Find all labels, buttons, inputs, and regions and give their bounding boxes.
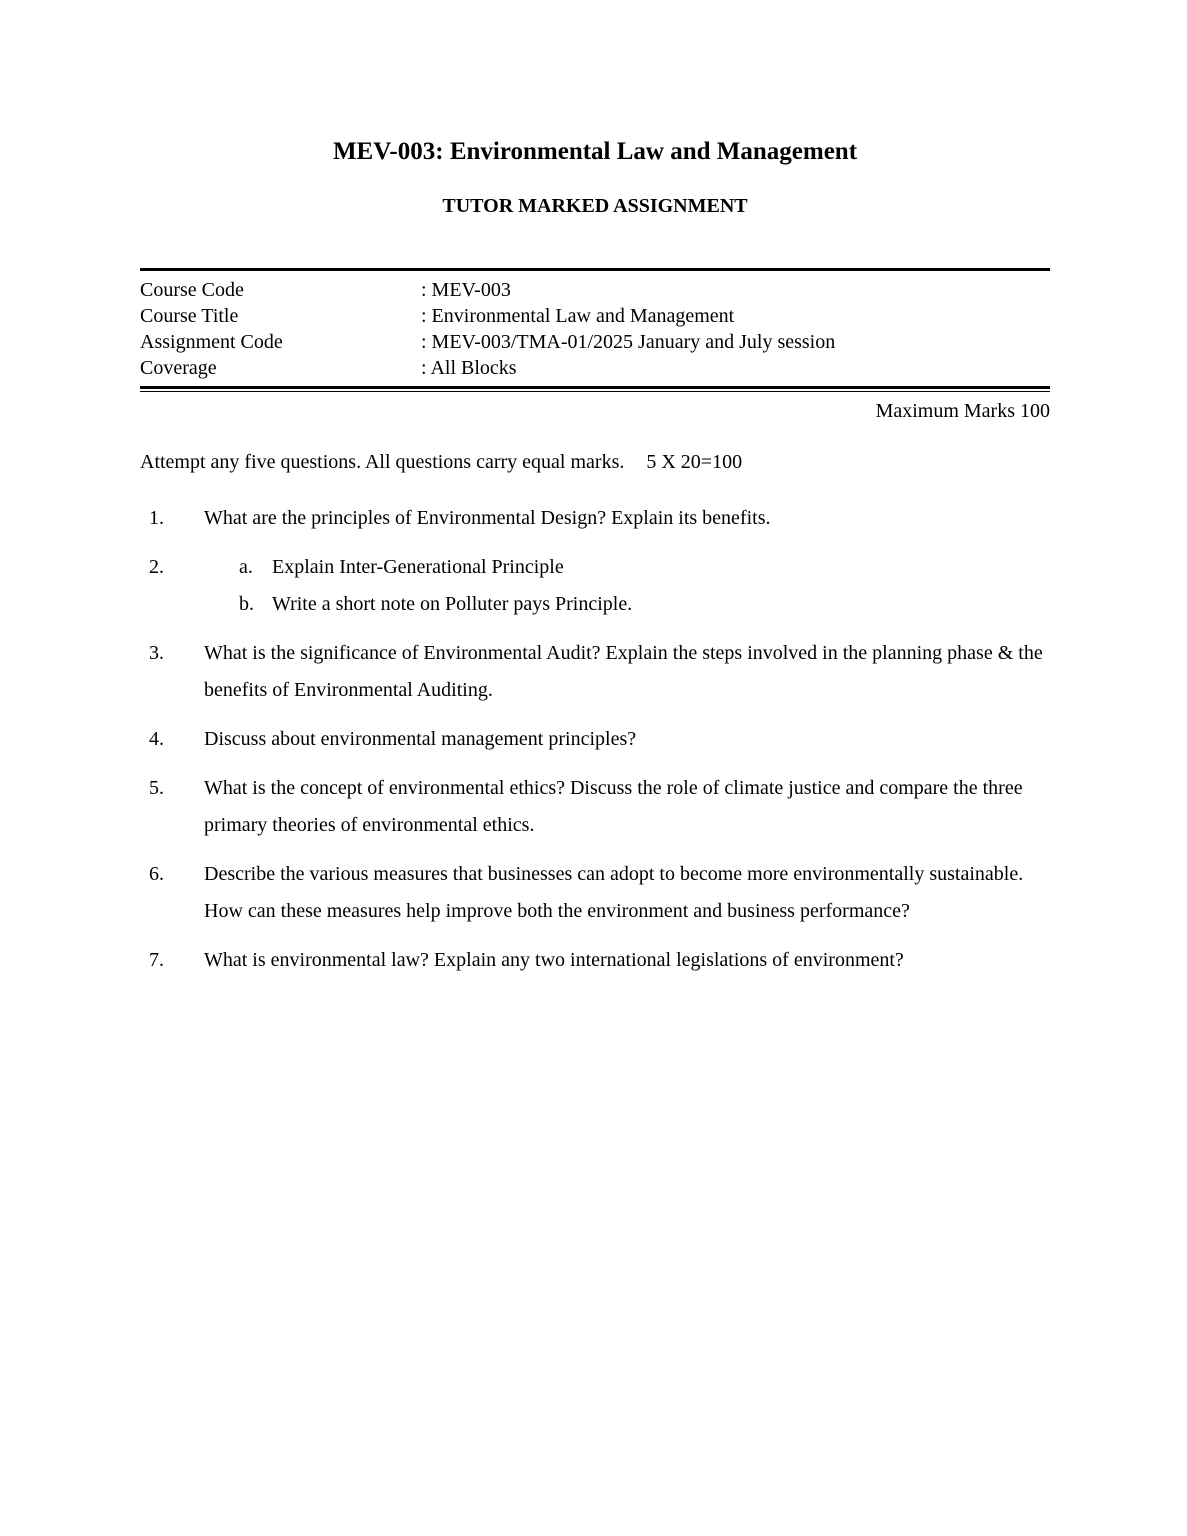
question-subitems	[204, 549, 1050, 623]
maximum-marks: Maximum Marks 100	[875, 399, 1050, 422]
question-list	[140, 500, 1050, 979]
question-3	[140, 635, 1050, 709]
question-5	[140, 770, 1050, 844]
question-text: What is environmental law? Explain any two international legislations of environment?	[204, 948, 904, 971]
marks-formula: 5 X 20=100	[646, 450, 743, 473]
course-title-heading: MEV-003: Environmental Law and Management	[332, 138, 858, 165]
question-number: 4.	[149, 727, 164, 750]
info-value: : All Blocks	[421, 356, 517, 379]
question-number: 7.	[149, 948, 164, 971]
question-text: What is the significance of Environmental Audit? Explain the steps involved in the planning phase & the benefits of Environmental Auditing.	[204, 641, 1043, 701]
question-number: 5.	[149, 776, 164, 799]
question-text: Discuss about environmental management principles?	[204, 727, 637, 750]
subitem-text: Write a short note on Polluter pays Principle.	[272, 592, 633, 615]
info-row-course-title	[140, 303, 1050, 329]
subitem-letter: a.	[239, 555, 253, 578]
info-label: Course Code	[140, 278, 244, 301]
subitem-letter: b.	[239, 592, 254, 615]
question-4	[140, 721, 1050, 758]
course-info-table	[140, 268, 1050, 392]
table-bottom-rule	[140, 386, 1050, 392]
info-value: : MEV-003	[421, 278, 511, 301]
info-row-assignment-code	[140, 329, 1050, 355]
info-label: Coverage	[140, 356, 217, 379]
question-text: What is the concept of environmental ethics? Discuss the role of climate justice and compare the three primary theories of environmental ethics.	[204, 776, 1023, 836]
question-7	[140, 942, 1050, 979]
info-label: Course Title	[140, 304, 239, 327]
info-row-coverage	[140, 355, 1050, 381]
info-label: Assignment Code	[140, 330, 283, 353]
subitem-a	[204, 549, 1050, 586]
question-number: 2.	[149, 555, 164, 578]
question-1	[140, 500, 1050, 537]
question-2	[140, 549, 1050, 623]
info-row-course-code	[140, 277, 1050, 303]
info-value: : MEV-003/TMA-01/2025 January and July session	[421, 330, 836, 353]
subitem-b	[204, 586, 1050, 623]
question-number: 3.	[149, 641, 164, 664]
question-6	[140, 856, 1050, 930]
question-text: Describe the various measures that businesses can adopt to become more environmentally sustainable. How can these measures help improve both the environment and business performance?	[204, 862, 1024, 922]
question-text: What are the principles of Environmental Design? Explain its benefits.	[204, 506, 771, 529]
assignment-subtitle: TUTOR MARKED ASSIGNMENT	[442, 194, 748, 217]
question-number: 6.	[149, 862, 164, 885]
subitem-text: Explain Inter-Generational Principle	[272, 555, 564, 578]
question-number: 1.	[149, 506, 164, 529]
instructions-line	[140, 451, 1050, 474]
info-value: : Environmental Law and Management	[421, 304, 735, 327]
course-info-rows	[140, 271, 1050, 386]
instructions-text: Attempt any five questions. All questions carry equal marks.	[140, 450, 625, 473]
